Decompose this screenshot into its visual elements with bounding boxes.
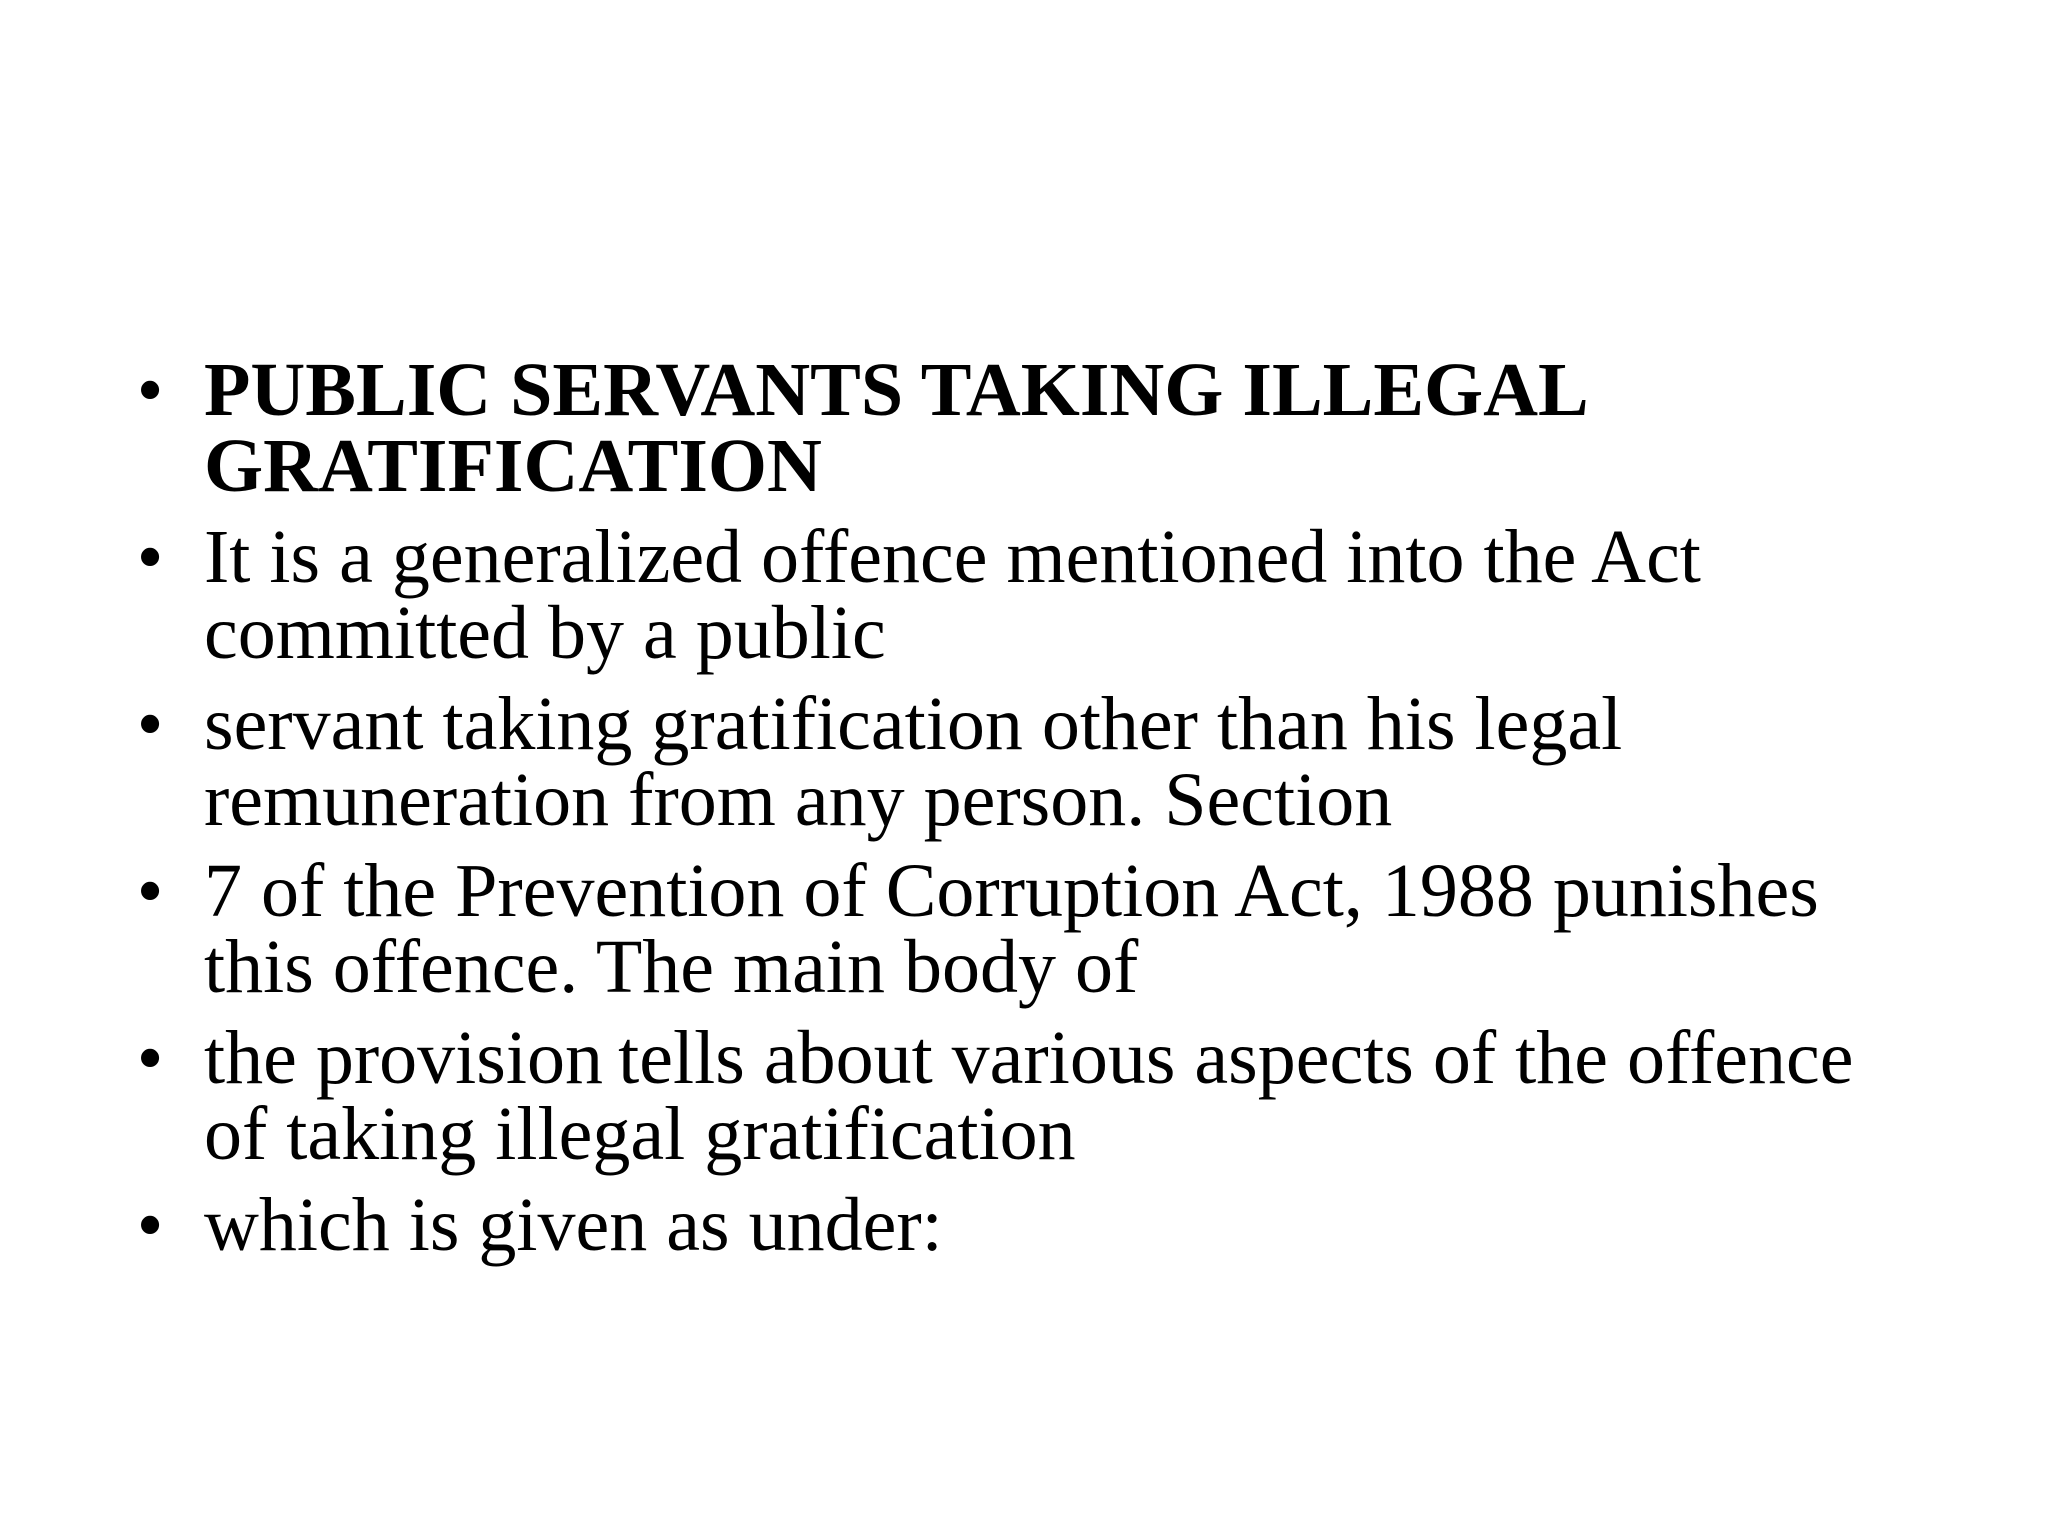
bullet-heading xyxy=(120,348,1920,508)
bullet-text: 7 of the Prevention of Corruption Act, 1988 punishes this offence. The main body of xyxy=(204,849,1819,1009)
bullet-item xyxy=(120,1016,1920,1176)
bullet-text: the provision tells about various aspects of the offence of taking illegal gratification xyxy=(204,1016,1854,1176)
bullet-marker: • xyxy=(136,849,164,933)
bullet-text: It is a generalized offence mentioned into the Act committed by a public xyxy=(204,515,1701,675)
bullet-marker: • xyxy=(136,1016,164,1100)
bullet-item xyxy=(120,682,1920,842)
bullet-text: servant taking gratification other than his legal remuneration from any person. Section xyxy=(204,682,1623,842)
bullet-item xyxy=(120,849,1920,1009)
bullet-item xyxy=(120,515,1920,675)
bullet-marker: • xyxy=(136,1183,164,1267)
bullet-marker: • xyxy=(136,348,164,432)
bullet-list xyxy=(120,348,1920,1278)
bullet-item xyxy=(120,1183,1920,1267)
bullet-text: which is given as under: xyxy=(204,1183,943,1267)
bullet-text: PUBLIC SERVANTS TAKING ILLEGAL GRATIFICATION xyxy=(204,348,1585,508)
bullet-marker: • xyxy=(136,515,164,599)
bullet-marker: • xyxy=(136,682,164,766)
